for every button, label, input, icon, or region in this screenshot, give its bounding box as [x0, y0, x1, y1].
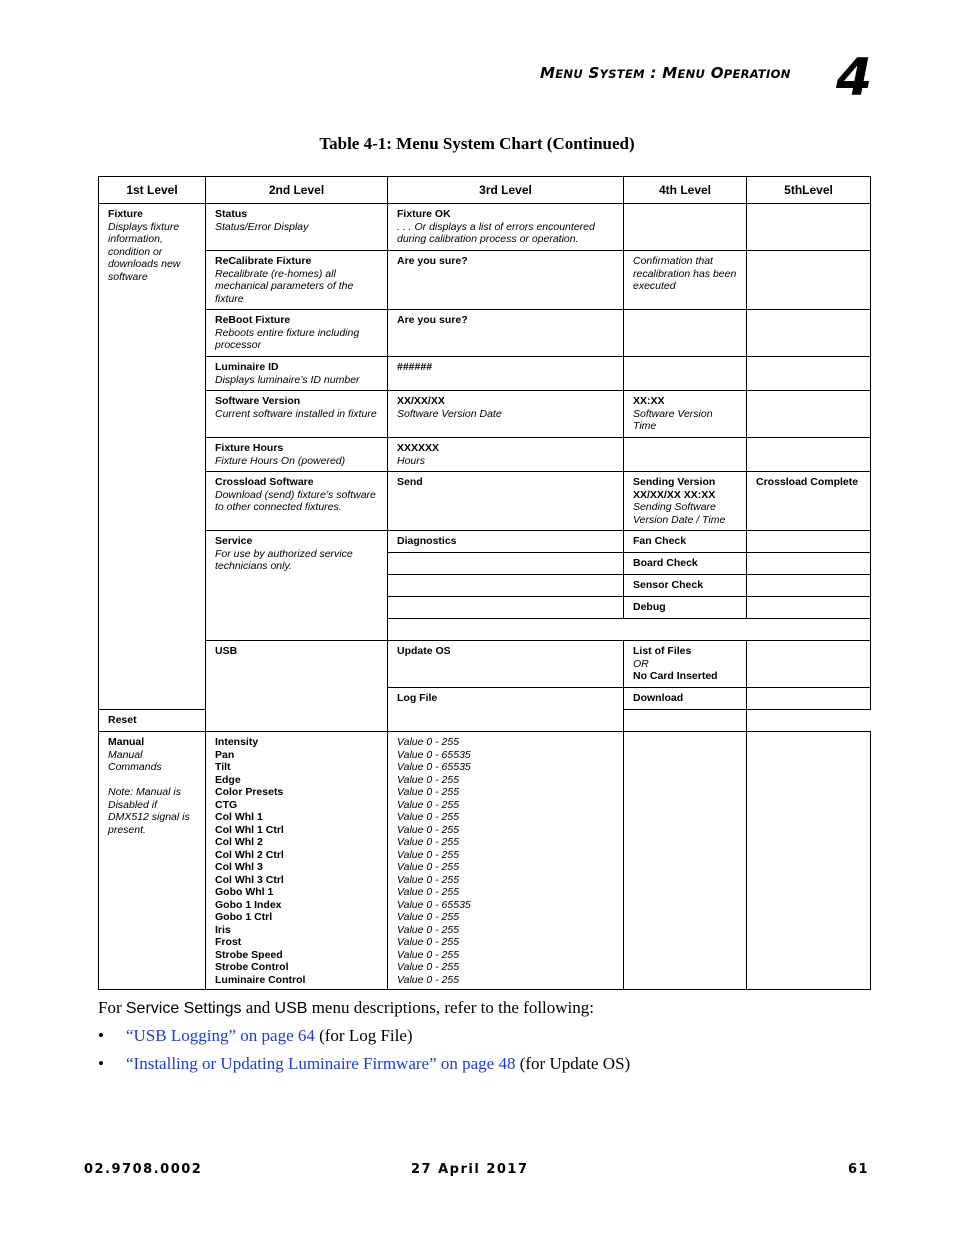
manual-param: Intensity	[215, 736, 259, 748]
manual-values	[388, 732, 624, 990]
reference-intro: For Service Settings and USB menu descriptions, refer to the following:	[98, 998, 595, 1017]
manual-param: Col Whl 3	[215, 861, 263, 873]
table-row: ReBoot Fixture Reboots entire fixture including processor Are you sure?	[99, 310, 871, 357]
list-item: • “Installing or Updating Luminaire Firmware” on page 48 (for Update OS)	[98, 1054, 631, 1073]
manual-param: CTG	[215, 798, 238, 811]
manual-param: Frost	[215, 936, 242, 948]
manual-param: Edge	[215, 773, 241, 786]
manual-param: Gobo Whl 1	[215, 886, 274, 898]
table-row: Crossload Software Download (send) fixture’s software to other connected fixtures. Send Sending Version XX/XX/XX XX:XX Sending Software Version Date / Time Crossload Complete	[99, 472, 871, 531]
manual-param: Col Whl 3 Ctrl	[215, 873, 284, 886]
manual-value: Value 0 - 255	[397, 911, 460, 923]
manual-param: Col Whl 2	[215, 836, 263, 848]
list-item: • “USB Logging” on page 64 (for Log File)	[98, 1026, 413, 1045]
table-row: USB Update OS List of Files OR No Card Inserted	[99, 641, 871, 688]
manual-value: Value 0 - 255	[397, 848, 460, 861]
manual-param: Luminaire Control	[215, 973, 306, 986]
manual-value: Value 0 - 255	[397, 786, 460, 798]
manual-value: Value 0 - 255	[397, 736, 460, 748]
manual-param: Pan	[215, 748, 235, 761]
usb-logging-link[interactable]: “USB Logging” on page 64	[126, 1026, 315, 1045]
manual-param: Gobo 1 Index	[215, 898, 282, 911]
manual-value: Value 0 - 255	[397, 811, 460, 823]
table-row: Sensor Check	[99, 575, 871, 597]
table-row	[99, 732, 871, 990]
table-row: ReCalibrate Fixture Recalibrate (re-homes) all mechanical parameters of the fixture Are you sure? Confirmation that recalibration has been executed	[99, 251, 871, 310]
manual-value: Value 0 - 255	[397, 873, 460, 886]
table-row: Debug	[99, 597, 871, 619]
footer-page-number: 61	[848, 1162, 870, 1177]
manual-value: Value 0 - 255	[397, 836, 460, 848]
col-header: 1st Level	[99, 177, 206, 204]
table-row: Service For use by authorized service technicians only. Diagnostics Fan Check	[99, 531, 871, 553]
table-row: Reset	[99, 710, 871, 732]
footer-date: 27 April 2017	[411, 1162, 529, 1177]
manual-cell: Manual Manual Commands Note: Manual is Disabled if DMX512 signal is present.	[99, 732, 206, 990]
manual-param: Strobe Speed	[215, 948, 283, 961]
manual-param: Gobo 1 Ctrl	[215, 911, 273, 923]
manual-param: Iris	[215, 923, 231, 936]
firmware-update-link[interactable]: “Installing or Updating Luminaire Firmware” on page 48	[126, 1054, 516, 1073]
section-title: MENU SYSTEM : MENU OPERATION	[540, 64, 791, 82]
table-caption: Table 4-1: Menu System Chart (Continued)	[319, 134, 635, 153]
manual-value: Value 0 - 255	[397, 861, 460, 873]
table-row: Board Check	[99, 553, 871, 575]
table-row: Fixture Hours Fixture Hours On (powered) XXXXXX Hours	[99, 438, 871, 472]
manual-value: Value 0 - 255	[397, 773, 460, 786]
table-row: Software Version Current software installed in fixture XX/XX/XX Software Version Date XX:XX Software Version Time	[99, 391, 871, 438]
col-header: 2nd Level	[206, 177, 388, 204]
manual-value: Value 0 - 255	[397, 798, 460, 811]
table-header-row	[99, 177, 871, 204]
manual-value: Value 0 - 255	[397, 936, 460, 948]
manual-param: Tilt	[215, 761, 231, 773]
col-header: 5thLevel	[747, 177, 871, 204]
chapter-number: 4	[836, 48, 873, 108]
fixture-cell: Fixture Displays fixture information, condition or downloads new software	[99, 204, 206, 710]
table-row: Fixture Displays fixture information, condition or downloads new software Status Status/Error Display Fixture OK . . . Or displays a list of errors encountered during calibration process or operation.	[99, 204, 871, 251]
menu-system-table	[98, 176, 871, 990]
manual-param: Col Whl 1	[215, 811, 263, 823]
manual-param: Strobe Control	[215, 961, 289, 973]
status-cell: Status Status/Error Display	[206, 204, 388, 251]
footer-doc-number: 02.9708.0002	[84, 1162, 203, 1177]
manual-param: Col Whl 2 Ctrl	[215, 848, 284, 861]
table-row: Log File Download	[99, 688, 871, 710]
manual-value: Value 0 - 255	[397, 923, 460, 936]
manual-value: Value 0 - 255	[397, 973, 460, 986]
manual-value: Value 0 - 255	[397, 823, 460, 836]
table-row: Luminaire ID Displays luminaire’s ID number ######	[99, 357, 871, 391]
manual-value: Value 0 - 255	[397, 948, 460, 961]
manual-value: Value 0 - 65535	[397, 748, 471, 761]
col-header: 3rd Level	[388, 177, 624, 204]
manual-param: Col Whl 1 Ctrl	[215, 823, 284, 836]
manual-value: Value 0 - 255	[397, 961, 460, 973]
manual-value: Value 0 - 65535	[397, 898, 471, 911]
manual-value: Value 0 - 255	[397, 886, 460, 898]
manual-param: Color Presets	[215, 786, 284, 798]
col-header: 4th Level	[624, 177, 747, 204]
manual-value: Value 0 - 65535	[397, 761, 471, 773]
manual-params	[206, 732, 388, 990]
